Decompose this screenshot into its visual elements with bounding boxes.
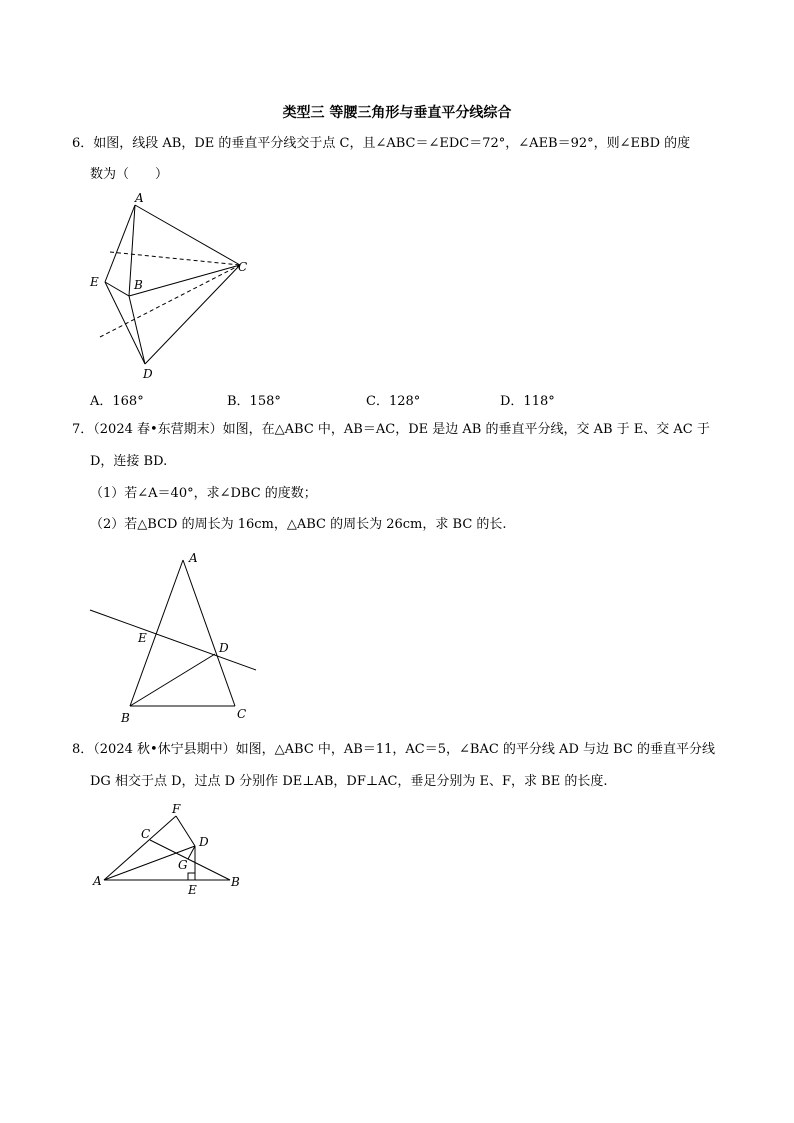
q6-label-b: B: [134, 278, 143, 292]
q8-label-e: E: [188, 883, 197, 897]
q8-text-line2: DG 相交于点 D，过点 D 分别作 DE⊥AB，DF⊥AC，垂足分别为 E、F，求 BE 的长度.: [90, 774, 608, 789]
q7-label-b: B: [121, 711, 130, 725]
q6-text-line1: 6．如图，线段 AB，DE 的垂直平分线交于点 C，且∠ABC＝∠EDC＝72°，∠AEB＝92°，则∠EBD 的度: [72, 136, 691, 151]
q6-option-b: B．158°: [227, 394, 281, 409]
q8-label-d: D: [199, 835, 209, 849]
q6-text-line2: 数为（ ）: [90, 167, 169, 182]
q8-right-angle-e: [188, 873, 195, 880]
q7-label-d: D: [219, 641, 229, 655]
q7-subquestion-1: （1）若∠A＝40°，求∠DBC 的度数；: [90, 486, 317, 501]
q6-option-c: C．128°: [366, 394, 421, 409]
section-title: 类型三 等腰三角形与垂直平分线综合: [282, 105, 512, 121]
q7-text-line2: D，连接 BD.: [90, 454, 168, 469]
q6-option-d: D．118°: [500, 394, 555, 409]
q7-subquestion-2: （2）若△BCD 的周长为 16cm，△ABC 的周长为 26cm，求 BC 的长.: [90, 517, 507, 532]
q6-option-a: A．168°: [90, 394, 144, 409]
q7-label-a: A: [189, 551, 198, 565]
q6-label-a: A: [135, 191, 144, 205]
q7-label-c: C: [237, 707, 247, 721]
q8-label-a: A: [93, 874, 102, 888]
q8-label-f: F: [172, 802, 181, 816]
q8-seg-cb: [150, 840, 230, 880]
q7-text-line1: 7．（2024 春•东营期末）如图，在△ABC 中，AB＝AC，DE 是边 AB 的垂直平分线，交 AB 于 E、交 AC 于: [72, 422, 710, 437]
q7-label-e: E: [138, 631, 147, 645]
q6-label-d: D: [143, 367, 153, 381]
q8-seg-fd: [176, 816, 195, 846]
q8-label-g: G: [178, 858, 188, 872]
q6-label-c: C: [238, 260, 248, 274]
q8-text-line1: 8．（2024 秋•休宁县期中）如图，△ABC 中，AB＝11，AC＝5，∠BAC 的平分线 AD 与边 BC 的垂直平分线: [72, 742, 715, 757]
q6-label-e: E: [90, 275, 99, 289]
q8-label-b: B: [231, 875, 240, 889]
q8-label-c: C: [141, 827, 151, 841]
